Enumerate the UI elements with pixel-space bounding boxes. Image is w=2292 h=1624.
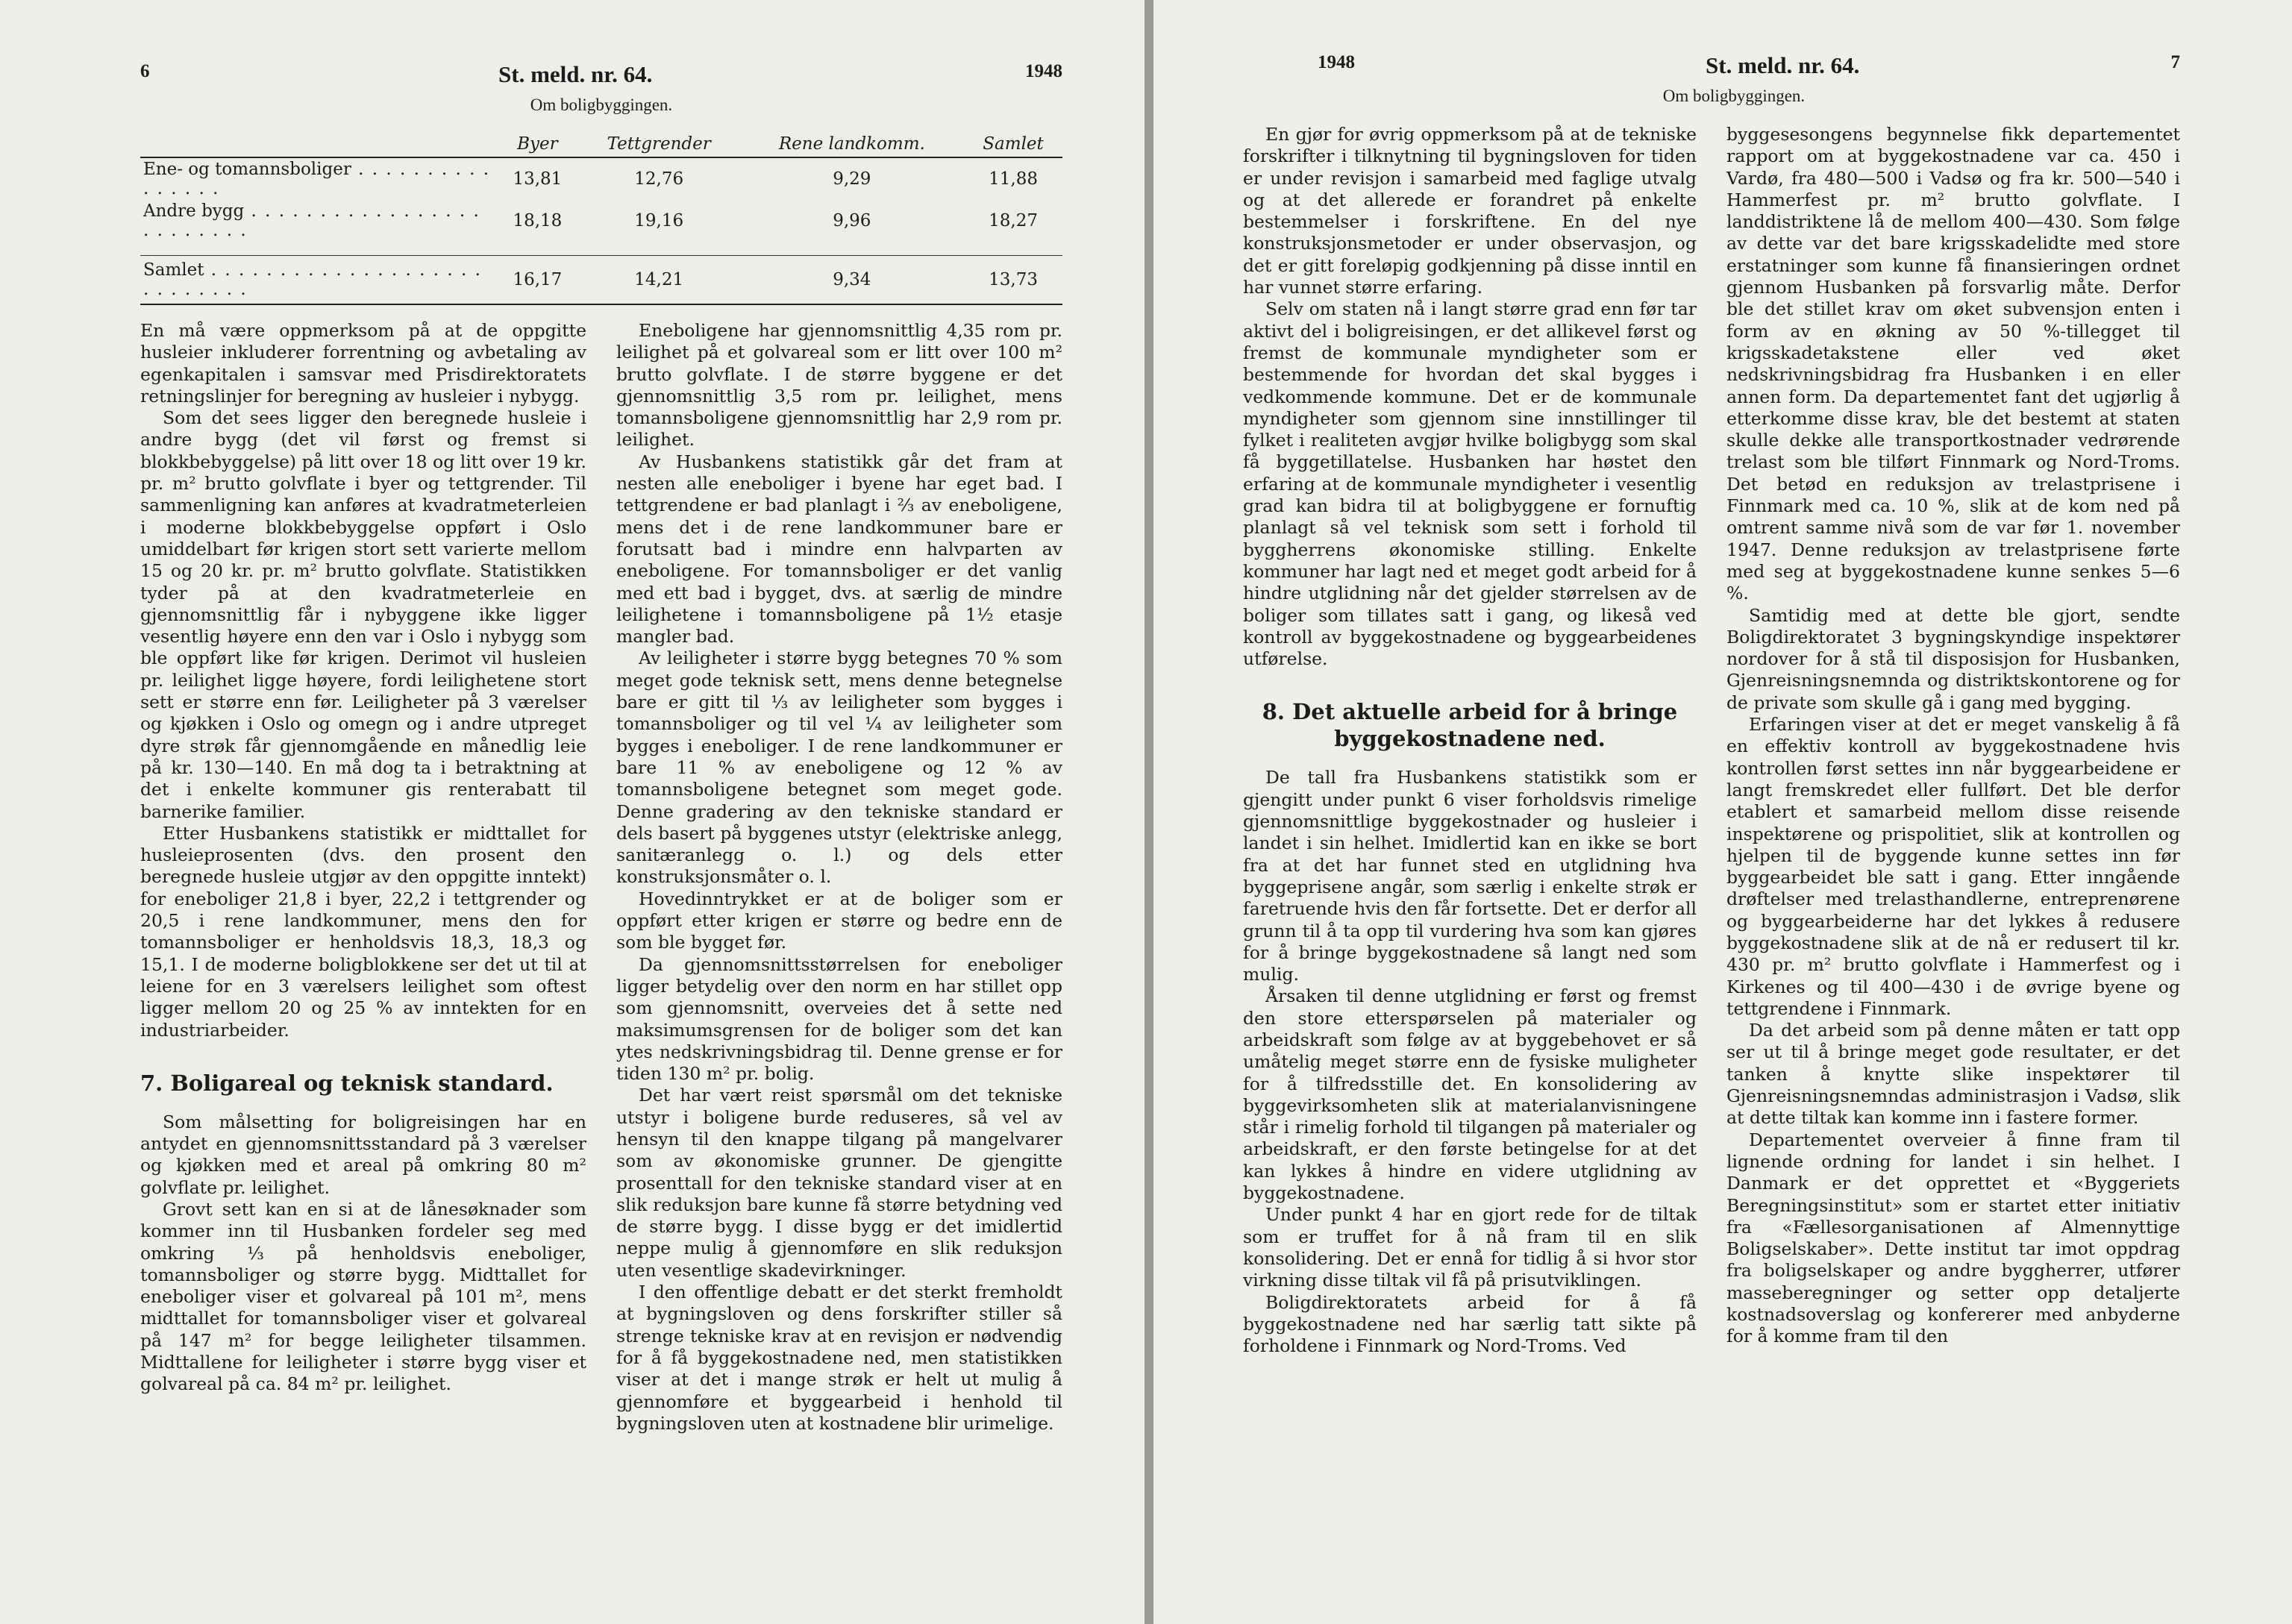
table-cell: 14,21 [578,256,740,305]
table-row [140,157,1062,200]
row-label: Ene- og tomannsboliger [143,160,351,179]
paragraph: En må være oppmerksom på at de oppgitte husleier inkluderer forrentning og avbetaling av egenkapitalen i samsvar med Prisdirektoratets retningslinjer for beregning av husleier i nybygg. [140,320,586,407]
paragraph: Under punkt 4 har en gjort rede for de tiltak som er truffet for å nå fram til en slik konsolidering. Det er ennå for tidlig å si hvor stor virkning disse tiltak vil få på prisutviklingen. [1243,1204,1697,1291]
text-column-left [1243,124,1697,1357]
left-page [0,0,1145,1624]
table-cell: 13,81 [513,169,563,189]
paragraph: Selv om staten nå i langt større grad enn før tar aktivt del i boligreisingen, er det allikevel først og fremst de kommunale myndigheter som er bestemmende for hvordan det skal bygges i vedkommende kommune. Det er de kommunale myndigheter som gjennom sine innstillinger til fylket i realiteten avgjør hvilke boligbygg som skal få byggetillatelse. Husbanken har høstet den erfaring at de kommunale myndigheter i vesentlig grad kan bidra til at boligbyggene er fornuftig planlagt så vel teknisk som sett i forhold til byggherrens økonomiske stilling. Enkelte kommuner har lagt ned et meget godt arbeid for å hindre utglidning når det gjelder størrelsen av de boliger som tillates satt i gang, og likeså ved kontroll av byggekostnadene og byggearbeidenes utførelse. [1243,298,1697,670]
table-cell: 9,96 [833,211,871,231]
right-page [1153,0,2292,1624]
table-row-total [140,256,1062,305]
text-column-right [616,320,1062,1435]
table-cell: 18,18 [513,211,563,231]
table-cell: 16,17 [497,256,578,305]
page-subtitle: Om boligbyggingen. [530,95,673,114]
text-column-left [140,320,586,1435]
paragraph: Erfaringen viser at det er meget vanskelig å få en effektiv kontroll av byggekostnadene hvis kontrollen først settes inn når byggearbeidene er langt fremskredet eller fullført. Det ble derfor etablert et samarbeid mellom disse reisende inspektørene og prispolitiet, slik at kontrollen og hjelpen til de byggende kunne settes inn før byggearbeidet ble satt i gang. Etter inngående drøftelser med trelasthandlerne, entreprenørene og byggearbeiderne har det lykkes å redusere byggekostnadene slik at de nå er redusert til kr. 430 pr. m² brutto golvflate i Hammerfest og i Kirkenes og til 400—430 i de øvrige byene og tettgrendene i Finnmark. [1726,714,2180,1019]
paragraph: Hovedinntrykket er at de boliger som er oppført etter krigen er større og bedre enn de som ble bygget før. [616,888,1062,953]
table-row [140,200,1062,242]
table-header: Rene landkomm. [740,131,965,157]
paragraph: byggesesongens begynnelse fikk departementet rapport om at byggekostnadene var ca. 450 i Vardø, fra 480—500 i Vadsø og fra kr. 500—540 i Hammerfest pr. m² brutto golvflate. I landdistriktene lå de mellom 400—430. Som følge av dette var det bare krigsskadelidte med store erstatninger som kunne få finansieringen ordnet gjennom Husbanken på forsvarlig måte. Derfor ble det stillet krav om øket subvensjon enten i form av en økning av 50 %-tillegget til krigsskadetakstene eller ved øket nedskrivningsbidrag fra Husbanken i en eller annen form. Da departementet fant det ugjørlig å etterkomme disse krav, ble det bestemt at staten skulle dekke alle transportkostnader vedrørende trelast som ble tilført Finnmark og Nord-Troms. Det betød en reduksjon av trelastprisene i Finnmark med ca. 10 %, slik at de kom ned på omtrent samme nivå som de var før 1. november 1947. Denne reduksjon av trelastprisene førte med seg at byggekostnadene kunne senkes 5—6 %. [1726,124,2180,604]
leader-dots: . . . . . . . . . . . . . . . . . . . . . . . . . [143,201,480,240]
leader-dots: . . . . . . . . . . . . . . . . [143,160,491,198]
table-header: Samlet [964,131,1062,157]
row-label: Andre bygg [143,201,245,221]
table-cell: 9,34 [740,256,965,305]
table-cell: 9,29 [833,169,871,189]
paragraph: Grovt sett kan en si at de lånesøknader som kommer inn til Husbanken fordeler seg med omkring ⅓ på henholdsvis eneboliger, tomannsboliger og større bygg. Midttallet for eneboliger viser et golvareal på 101 m², mens midttallet for tomannsboliger viser et golvareal på 147 m² for begge leiligheter tilsammen. Midttallene for leiligheter i større bygg viser et golvareal på ca. 84 m² pr. leilighet. [140,1198,586,1395]
paragraph: Departementet overveier å finne fram til lignende ordning for landet i sin helhet. I Danmark er det opprettet et «Byggeriets Beregningsinstitut» som er startet etter initiativ fra «Fællesorganisationen af Almennyttige Boligselskaber». Dette institut tar imot oppdrag fra boligselskaper og andre byggherrer, utfører masseberegninger og setter opp detaljerte kostnadsoverslag og konfererer med anbyderne for å komme fram til den [1726,1129,2180,1347]
page-number: 7 [2170,52,2180,72]
row-label: Samlet [143,260,204,280]
page-subtitle: Om boligbyggingen. [1662,87,1806,105]
page-year: 1948 [1025,61,1062,81]
table-cell: 13,73 [964,256,1062,305]
page-year: 1948 [1318,52,1355,72]
table-header: Byer [497,131,578,157]
text-columns [1243,124,2180,1357]
paragraph: Da det arbeid som på denne måten er tatt opp ser ut til å bringe meget gode resultater, er det tanken å knytte slike inspektører til Gjenreisningsnemndas administrasjon i Vadsø, slik at dette tiltak kan komme inn i fastere former. [1726,1020,2180,1129]
table-header: Tettgrender [578,131,740,157]
table-cell: 19,16 [634,211,684,231]
text-column-right [1726,124,2180,1357]
paragraph: Årsaken til denne utglidning er først og fremst den store etterspørselen på materialer og arbeidskraft som følge av at byggebehovet er så umåtelig meget større enn de fysiske muligheter for å tilfredsstille det. En konsolidering av byggevirksomheten slik at materialanvisningene står i rimelig forhold til tilgangen på materialer og arbeidskraft, er den første betingelse for at det kan lykkes å hindre en videre utglidning av byggekostnadene. [1243,985,1697,1204]
paragraph: Da gjennomsnittsstørrelsen for eneboliger ligger betydelig over den norm en har stillet opp som gjennomsnitt, overveies det å sette ned maksimumsgrensen for de boliger som det kan ytes nedskrivningsbidrag til. Denne grense er for tiden 130 m² pr. bolig. [616,953,1062,1085]
section-heading: 7. Boligareal og teknisk standard. [140,1070,554,1096]
table-cell: 18,27 [989,211,1038,231]
paragraph: I den offentlige debatt er det sterkt fremholdt at bygningsloven og dens forskrifter stiller så strenge tekniske krav at en revisjon er nødvendig for å få byggekostnadene ned, men statistikken viser at det i mange strøk er helt ut mulig å gjennomføre et byggearbeid i henhold til bygningsloven uten at kostnadene blir urimelige. [616,1282,1062,1434]
paragraph: Boligdirektoratets arbeid for å få byggekostnadene ned har særlig tatt sikte på forholdene i Finnmark og Nord-Troms. Ved [1243,1291,1697,1357]
paragraph: Samtidig med at dette ble gjort, sendte Boligdirektoratet 3 bygningskyndige inspektører nordover for å stå til disposisjon for Husbanken, Gjenreisningsnemnda og distriktskontorene og for de private som skulle gå i gang med bygging. [1726,604,2180,713]
paragraph: Det har vært reist spørsmål om det tekniske utstyr i boligene burde reduseres, så vel av hensyn til den knappe tilgang på mangelvarer som av økonomiske grunner. De gjengitte prosenttall for den tekniske standard viser at en slik reduksjon bare kunne få større betydning ved de større bygg. I disse bygg er det imidlertid neppe mulig å gjennomføre en slik reduksjon uten vesentlige skadevirkninger. [616,1085,1062,1281]
running-head [140,61,1062,94]
page-number: 6 [140,61,150,81]
paragraph: Etter Husbankens statistikk er midttallet for husleieprosenten (dvs. den prosent den beregnede husleie utgjør av den oppgitte inntekt) for eneboliger 21,8 i byer, 22,2 i tettgrender og 20,5 i rene landkommuner, mens den for tomannsboliger er henholdsvis 18,3, 18,3 og 15,1. I de moderne boligblokkene ser det ut til at leiene for en 3 værelsers leilighet som oftest ligger mellom 20 og 25 % av inntekten for en industriarbeider. [140,822,586,1041]
paragraph: Av leiligheter i større bygg betegnes 70 % som meget gode teknisk sett, mens denne betegnelse bare er gitt til ⅓ av leiligheter som bygges i tomannsboliger og til vel ¼ av leiligheter som bygges i eneboliger. I de rene landkommuner er bare 11 % av eneboligene og 12 % av tomannsboligene betegnet som meget gode. Denne gradering av den tekniske standard er dels basert på byggenes utstyr (elektriske anlegg, sanitæranlegg o. l.) og dels etter konstruksjonsmåter o. l. [616,648,1062,888]
running-head [1243,52,2180,85]
paragraph: Eneboligene har gjennomsnittlig 4,35 rom pr. leilighet på et golvareal som er litt over 100 m² brutto golvflate. I de større byggene er det gjennomsnittlig 3,5 rom pr. leilighet, mens tomannsboligene gjennomsnittlig har 2,9 rom pr. leilighet. [616,320,1062,451]
rent-table [140,131,1062,305]
paragraph: Som det sees ligger den beregnede husleie i andre bygg (det vil først og fremst si blokkbebyggelse) på litt over 18 og litt over 19 kr. pr. m² brutto golvflate i byer og tettgrender. Til sammenligning kan anføres at kvadratmeterleien i moderne blokkbebyggelse oppført i Oslo umiddelbart før krigen stort sett varierte mellom 15 og 20 kr. pr. m² brutto golvflate. Statistikken tyder på at den kvadratmeterleie en gjennomsnittlig får i nybyggene ikke ligger vesentlig høyere enn den var i Oslo i nybygg som ble oppført like før krigen. Derimot vil husleien pr. leilighet ligge høyere, fordi leilighetene stort sett er større enn før. Leiligheter på 3 værelser og kjøkken i Oslo og omegn og i andre utpreget dyre strøk får gjennomgående en månedlig leie på kr. 130—140. En må dog ta i betraktning at det i enkelte kommuner gis renterabatt til barnerike familier. [140,407,586,822]
paragraph: Som målsetting for boligreisingen har en antydet en gjennomsnittsstandard på 3 værelser og kjøkken med et areal på omkring 80 m² golvflate pr. leilighet. [140,1111,586,1198]
paragraph: De tall fra Husbankens statistikk som er gjengitt under punkt 6 viser forholdsvis rimelige gjennomsnittlige byggekostnader og husleier i landet i sin helhet. Imidlertid kan en ikke se bort fra at det har funnet sted en utglidning hva byggeprisene angår, som særlig i enkelte strøk er faretruende hvis den får fortsette. Det er derfor all grunn til å ta opp til vurdering hva som kan gjøres for å bringe byggekostnadene så langt ned som mulig. [1243,767,1697,985]
table-header-blank [140,131,497,157]
book-gutter [1145,0,1153,1624]
paragraph: En gjør for øvrig oppmerksom på at de tekniske forskrifter i tilknytning til bygningsloven for tiden er under revisjon i samarbeid med faglige utvalg og at det allerede er forandret på enkelte bestemmelser i forskriftene. En del nye konstruksjonsmetoder er under observasjon, og det er gitt foreløpig godkjenning på disse inntil en har vunnet større erfaring. [1243,124,1697,298]
section-heading: 8. Det aktuelle arbeid for å bringe byggekostnadene ned. [1262,699,1678,752]
table-cell: 11,88 [989,169,1038,189]
leader-dots: . . . . . . . . . . . . . . . . . . . . . . . . . . . . [143,260,482,299]
text-columns [140,320,1062,1435]
page-title: St. meld. nr. 64. [1706,52,1860,78]
page-title: St. meld. nr. 64. [498,61,653,87]
paragraph: Av Husbankens statistikk går det fram at nesten alle eneboliger i byene har eget bad. I tettgrendene er bad planlagt i ⅔ av eneboligene, mens det i de rene landkommuner bare er forutsatt bad i mindre enn halvparten av eneboligene. For tomannsboliger er det vanlig med ett bad i bygget, dvs. at særlig de mindre leilighetene i tomannsboligene på 1½ etasje mangler bad. [616,451,1062,648]
table-cell: 12,76 [634,169,684,189]
